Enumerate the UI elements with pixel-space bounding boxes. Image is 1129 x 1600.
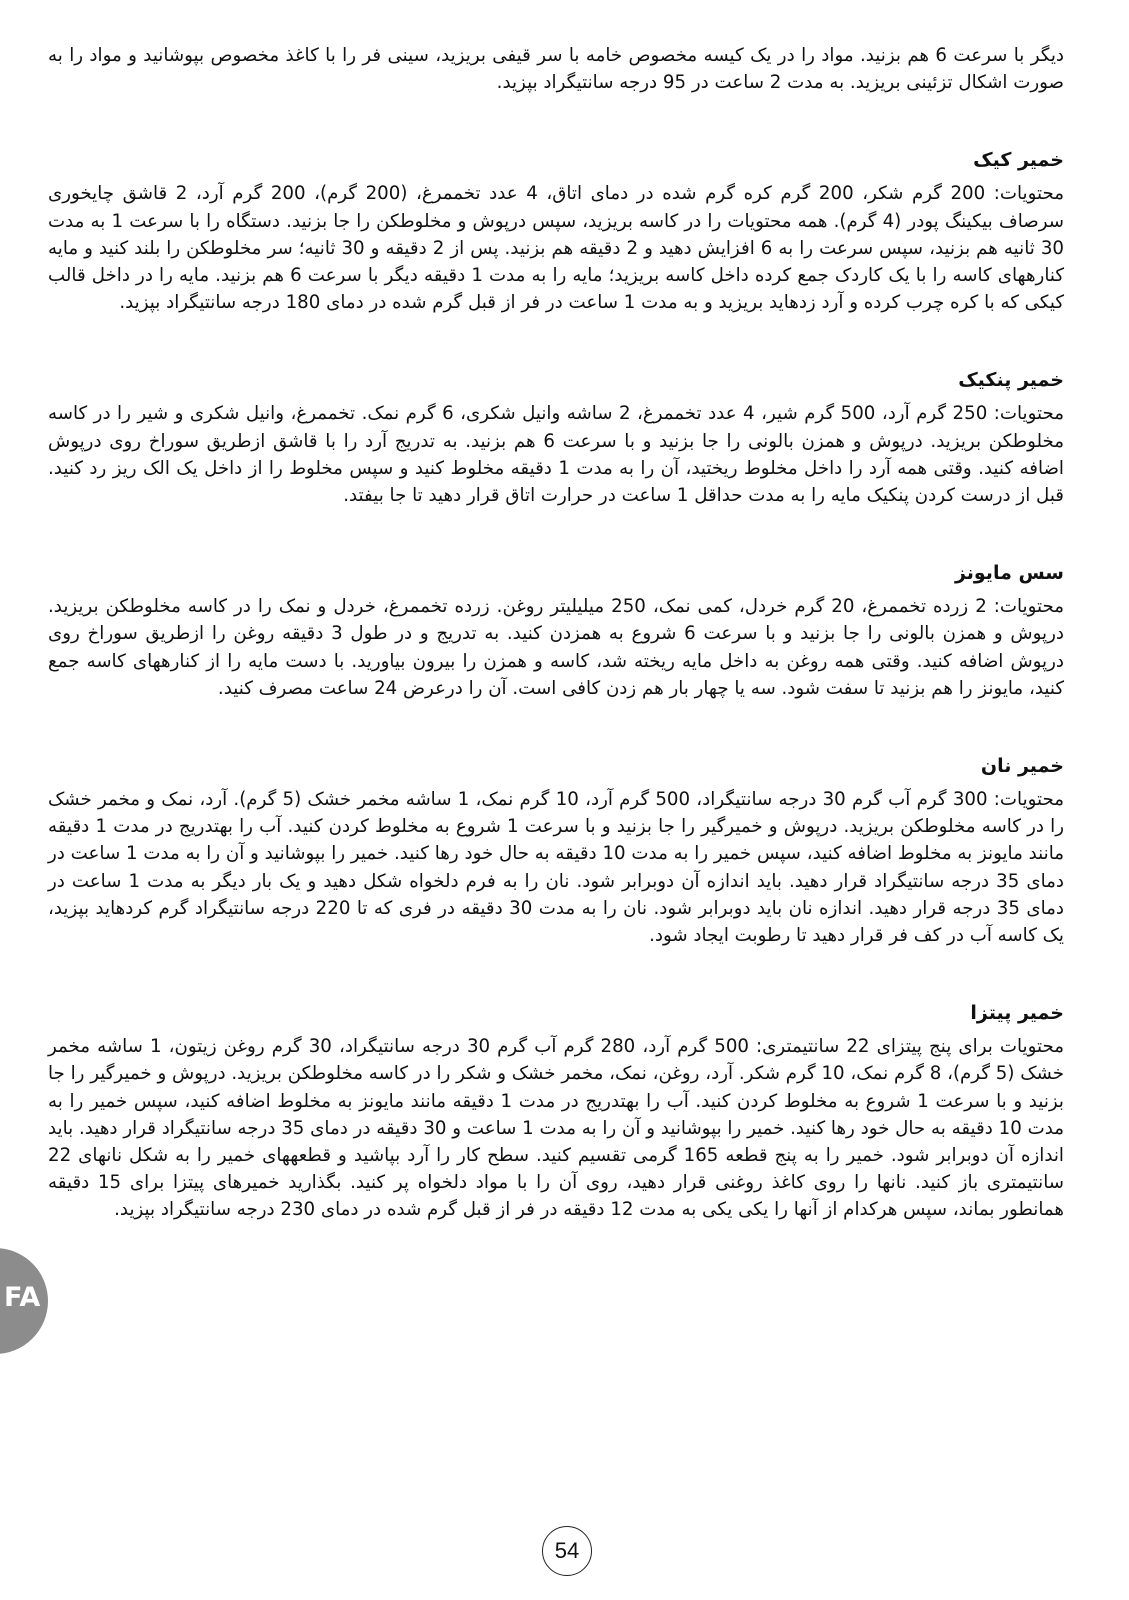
page-number: 54 (542, 1526, 592, 1576)
section-pancake-batter (48, 366, 1064, 509)
section-title: خمیر پنکیک (958, 369, 1064, 392)
section-title: خمیر کیک (973, 149, 1064, 172)
section-cake-dough (48, 146, 1064, 316)
section-bread-dough (48, 752, 1064, 949)
section-body: محتویات: 300 گرم آب گرم 30 درجه سانتیگراد، 500 گرم آرد، 10 گرم نمک، 1 ساشه مخمر خشک (5 گرم). آرد، نمک و مخمر خشک را در کاسه مخلوطکن بریزید. درپوش و خمیرگیر را جا بزنید و با سرعت 1 شروع به مخلوط کردن کنید. آب را بهتدریج در مدت 1 دقیقه مانند مایونز به مخلوط اضافه کنید، سپس خمیر را به مدت 10 دقیقه به حال خود رها کنید. خمیر را بپوشانید و آن را به مدت 1 ساعت در دمای 35 درجه سانتیگراد قرار دهید. باید اندازه آن دوبرابر شود. نان را به فرم دلخواه شکل دهید و یک بار دیگر به مدت 1 ساعت در دمای 35 درجه قرار دهید. اندازه نان باید دوبرابر شود. نان را به مدت 30 دقیقه در فری که تا 220 درجه سانتیگراد گرم کردهاید بپزید، یک کاسه آب در کف فر قرار دهید تا رطوبت ایجاد شود. (48, 789, 1065, 947)
section-body: محتویات: 200 گرم شکر، 200 گرم کره گرم شده در دمای اتاق، 4 عدد تخممرغ، (200 گرم)، 200 گرم آرد، 2 قاشق چایخوری سرصاف بیکینگ پودر (4 گرم). همه محتویات را در کاسه بریزید، سپس درپوش و مخلوطکن را جا بزنید. دستگاه را با سرعت 1 به مدت 30 ثانیه هم بزنید، سپس سرعت را به 6 افزایش دهید و 2 دقیقه هم بزنید. پس از 2 دقیقه و 30 ثانیه؛ سر مخلوطکن را بلند کنید و مایه کنارههای کاسه را با یک کاردک جمع کرده داخل کاسه بریزید؛ مایه را به مدت 1 دقیقه دیگر با سرعت 6 هم بزنید. مایه را در داخل قالب کیکی که با کره چرب کرده و آرد زدهاید بریزید و به مدت 1 ساعت در فر از قبل گرم شده در دمای 180 درجه سانتیگراد بپزید. (48, 183, 1065, 314)
section-mayonnaise (48, 559, 1064, 702)
section-body: محتویات: 250 گرم آرد، 500 گرم شیر، 4 عدد تخممرغ، 2 ساشه وانیل شکری، 6 گرم نمک. تخممرغ، وانیل شکری و شیر را در کاسه مخلوطکن بریزید. درپوش و همزن بالونی را جا بزنید و با سرعت 6 هم بزنید. به تدریج آرد را با قاشق ازطریق سوراخ روی درپوش اضافه کنید. وقتی همه آرد را داخل مخلوط ریختید، آن را به مدت 1 دقیقه مخلوط کنید و سپس مخلوط را از داخل یک الک ریز رد کنید. قبل از درست کردن پنکیک مایه را به مدت حداقل 1 ساعت در حرارت اتاق قرار دهید تا جا بیفتد. (48, 403, 1064, 507)
section-title: خمیر پیتزا (970, 1002, 1064, 1025)
language-badge-label: FA (4, 1282, 41, 1313)
section-title: سس مایونز (954, 562, 1064, 585)
section-body: محتویات برای پنج پیتزای 22 سانتیمتری: 500 گرم آرد، 280 گرم آب گرم 30 درجه سانتیگراد، 30 گرم روغن زیتون، 1 ساشه مخمر خشک (5 گرم)، 8 گرم نمک، 10 گرم شکر. آرد، روغن، نمک، مخمر خشک و شکر را در کاسه مخلوطکن بریزید. درپوش و خمیرگیر را جا بزنید و با سرعت 1 شروع به مخلوط کردن کنید. آب را بهتدریج در مدت 1 دقیقه مانند مایونز به مخلوط اضافه کنید، سپس خمیر را به مدت 10 دقیقه به حال خود رها کنید. خمیر را بپوشانید و آن را به مدت 1 ساعت و 30 دقیقه در دمای 35 درجه سانتیگراد قرار دهید. باید اندازه آن دوبرابر شود. خمیر را به پنج قطعه 165 گرمی تقسیم کنید. سطح کار را آرد بپاشید و قطعههای خمیر را به شکل نانهای 22 سانتیمتری باز کنید. نانها را روی کاغذ روغنی قرار دهید، روی آن را با مواد دلخواه پر کنید. بگذارید خمیرهای پیتزا برای 15 دقیقه همانطور بماند، سپس هرکدام از آنها را یکی یکی به مدت 12 دقیقه در فر از قبل گرم شده در دمای 230 درجه سانتیگراد بپزید. (48, 1036, 1065, 1221)
section-title: خمیر نان (980, 755, 1064, 778)
intro-paragraph: دیگر با سرعت 6 هم بزنید. مواد را در یک کیسه مخصوص خامه با سر قیفی بریزید، سینی فر را با کاغذ مخصوص بپوشانید و مواد را به صورت اشکال تزئینی بریزید. به مدت 2 ساعت در 95 درجه سانتیگراد بپزید. (48, 45, 1064, 94)
section-pizza-dough (48, 999, 1064, 1223)
section-body: محتویات: 2 زرده تخممرغ، 20 گرم خردل، کمی نمک، 250 میلیلیتر روغن. زرده تخممرغ، خردل و نمک را در کاسه مخلوطکن بریزید. درپوش و همزن بالونی را جا بزنید و با سرعت 6 شروع به همزدن کنید. به تدریج و در طول 3 دقیقه روغن را ازطریق سوراخ روی درپوش اضافه کنید. وقتی همه روغن به داخل مایه ریخته شد، کاسه و همزن را بیرون بیاورید. با دست مایه را از کنارههای کاسه جمع کنید، مایونز را هم بزنید تا سفت شود. سه یا چهار بار هم زدن کافی است. آن را درعرض 24 ساعت مصرف کنید. (48, 596, 1064, 699)
page-content (48, 42, 1064, 1224)
language-badge (0, 1248, 48, 1354)
